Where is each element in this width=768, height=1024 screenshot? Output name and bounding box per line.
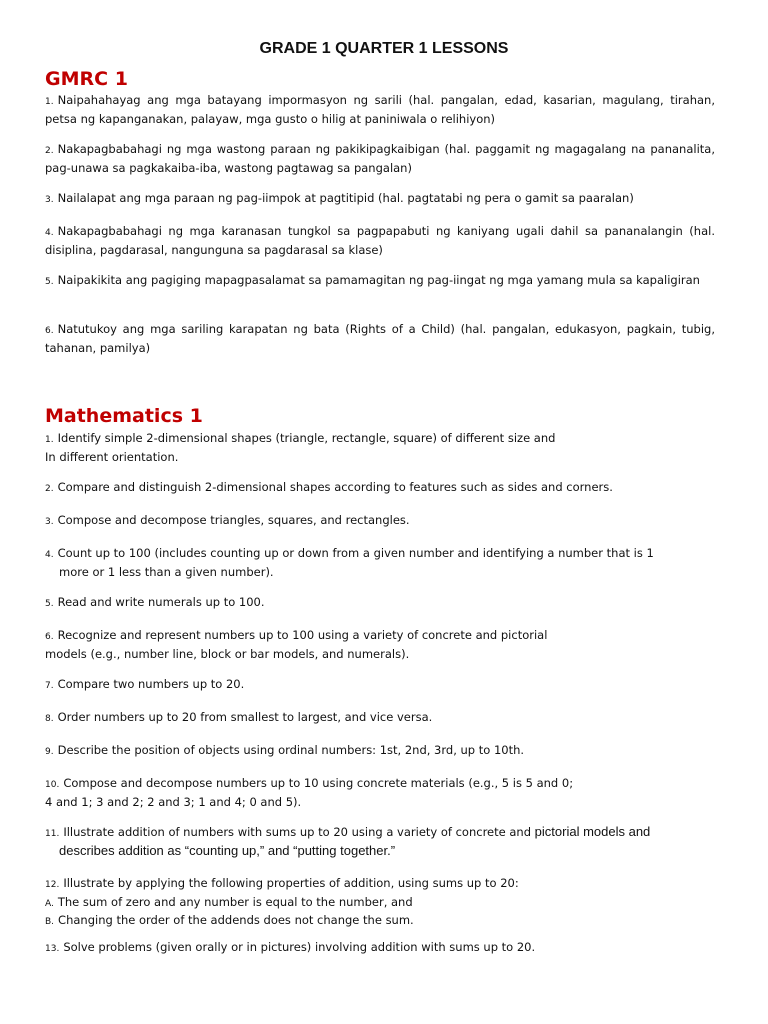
item-number: 1.	[45, 97, 54, 107]
sub-item-text: The sum of zero and any number is equal to the number, and	[57, 894, 413, 909]
item-text: Describe the position of objects using ordinal numbers: 1st, 2nd, 3rd, up to 10th.	[57, 743, 525, 757]
item-number: 9.	[45, 747, 54, 757]
item-text-continued: In different orientation.	[45, 449, 179, 464]
math-item	[45, 875, 715, 931]
gmrc-item	[45, 272, 715, 291]
math-heading: Mathematics 1	[45, 405, 203, 427]
item-number: 1.	[45, 435, 54, 445]
item-number: 3.	[45, 517, 54, 527]
item-number: 5.	[45, 277, 54, 287]
item-number: 10.	[45, 780, 60, 790]
math-item	[45, 775, 715, 810]
item-number: 5.	[45, 599, 54, 609]
item-number: 8.	[45, 714, 54, 724]
item-text: Identify simple 2-dimensional shapes (triangle, rectangle, square) of different size and	[57, 431, 556, 445]
item-text-continued: models (e.g., number line, block or bar models, and numerals).	[45, 646, 410, 661]
item-text: Count up to 100 (includes counting up or down from a given number and identifying a number that is 1	[57, 546, 654, 560]
item-text: Compare two numbers up to 20.	[57, 677, 245, 691]
gmrc-item	[45, 321, 715, 356]
sub-item-label: A.	[45, 898, 54, 909]
item-text: Illustrate by applying the following properties of addition, using sums up to 20:	[63, 876, 519, 890]
item-text: Compose and decompose triangles, squares, and rectangles.	[57, 513, 410, 527]
item-text: Read and write numerals up to 100.	[57, 595, 265, 609]
gmrc-item	[45, 223, 715, 258]
item-text: Compose and decompose numbers up to 10 using concrete materials (e.g., 5 is 5 and 0;	[63, 776, 574, 790]
item-number: 11.	[45, 829, 60, 839]
item-text: Compare and distinguish 2-dimensional shapes according to features such as sides and corners.	[57, 480, 613, 494]
math-item	[45, 742, 715, 761]
item-text: Natutukoy ang mga sariling karapatan ng bata (Rights of a Child) (hal. pangalan, edukasyon, pagkain, tubig, tahanan, pamilya)	[45, 322, 715, 355]
item-text: Solve problems (given orally or in pictures) involving addition with sums up to 20.	[63, 940, 536, 954]
sub-item-label: B.	[45, 917, 55, 927]
item-text: Illustrate addition of numbers with sums up to 20 using a variety of concrete and	[63, 825, 535, 839]
item-number: 3.	[45, 195, 54, 205]
gmrc-item	[45, 141, 715, 176]
math-item	[45, 676, 715, 695]
item-text-continued: 4 and 1; 3 and 2; 2 and 3; 1 and 4; 0 and 5).	[45, 794, 302, 809]
item-text: Naipahahayag ang mga batayang impormasyon ng sarili (hal. pangalan, edad, kasarian, magulang, tirahan, petsa ng kapanganakan, palayaw, mga gusto o hilig at paniniwala o relihiyon)	[45, 93, 715, 126]
math-item	[45, 594, 715, 613]
item-text: Nakapagbabahagi ng mga karanasan tungkol sa pagpapabuti ng kaniyang ugali dahil sa pananalangin (hal. disiplina, pagdarasal, nangunguna sa pagdarasal sa klase)	[45, 224, 715, 257]
math-item	[45, 430, 715, 465]
math-item	[45, 627, 715, 662]
gmrc-heading: GMRC 1	[45, 68, 128, 90]
gmrc-item	[45, 92, 715, 127]
item-text: Recognize and represent numbers up to 100 using a variety of concrete and pictorial	[57, 628, 548, 642]
document-title: GRADE 1 QUARTER 1 LESSONS	[259, 40, 509, 57]
gmrc-item	[45, 190, 715, 209]
math-item	[45, 512, 715, 531]
item-number: 2.	[45, 484, 54, 494]
item-number: 12.	[45, 880, 60, 890]
math-item	[45, 545, 715, 580]
item-text: Nailalapat ang mga paraan ng pag-iimpok at pagtitipid (hal. pagtatabi ng pera o gamit sa paaralan)	[57, 191, 634, 205]
item-number: 2.	[45, 146, 54, 156]
item-number: 6.	[45, 326, 54, 336]
item-number: 7.	[45, 681, 54, 691]
item-number: 6.	[45, 632, 54, 642]
item-number: 4.	[45, 550, 54, 560]
math-item	[45, 709, 715, 728]
item-text: Order numbers up to 20 from smallest to largest, and vice versa.	[57, 710, 433, 724]
item-number: 4.	[45, 228, 54, 238]
item-text-large: pictorial models and	[534, 824, 651, 839]
math-item	[45, 824, 735, 859]
math-item	[45, 939, 715, 958]
item-text: Nakapagbabahagi ng mga wastong paraan ng pakikipagkaibigan (hal. paggamit ng magagalang na pananalita, pag-unawa sa pagkakaiba-iba, wastong pagtawag sa pangalan)	[45, 142, 715, 175]
sub-item-text: Changing the order of the addends does not change the sum.	[58, 913, 414, 927]
item-text-continued: more or 1 less than a given number).	[59, 564, 274, 579]
item-text: Naipakikita ang pagiging mapagpasalamat sa pamamagitan ng pag-iingat ng mga yamang mula sa kapaligiran	[57, 273, 700, 287]
item-number: 13.	[45, 944, 60, 954]
item-text-continued: describes addition as “counting up,” and “putting together.”	[59, 842, 396, 858]
math-item	[45, 479, 715, 498]
